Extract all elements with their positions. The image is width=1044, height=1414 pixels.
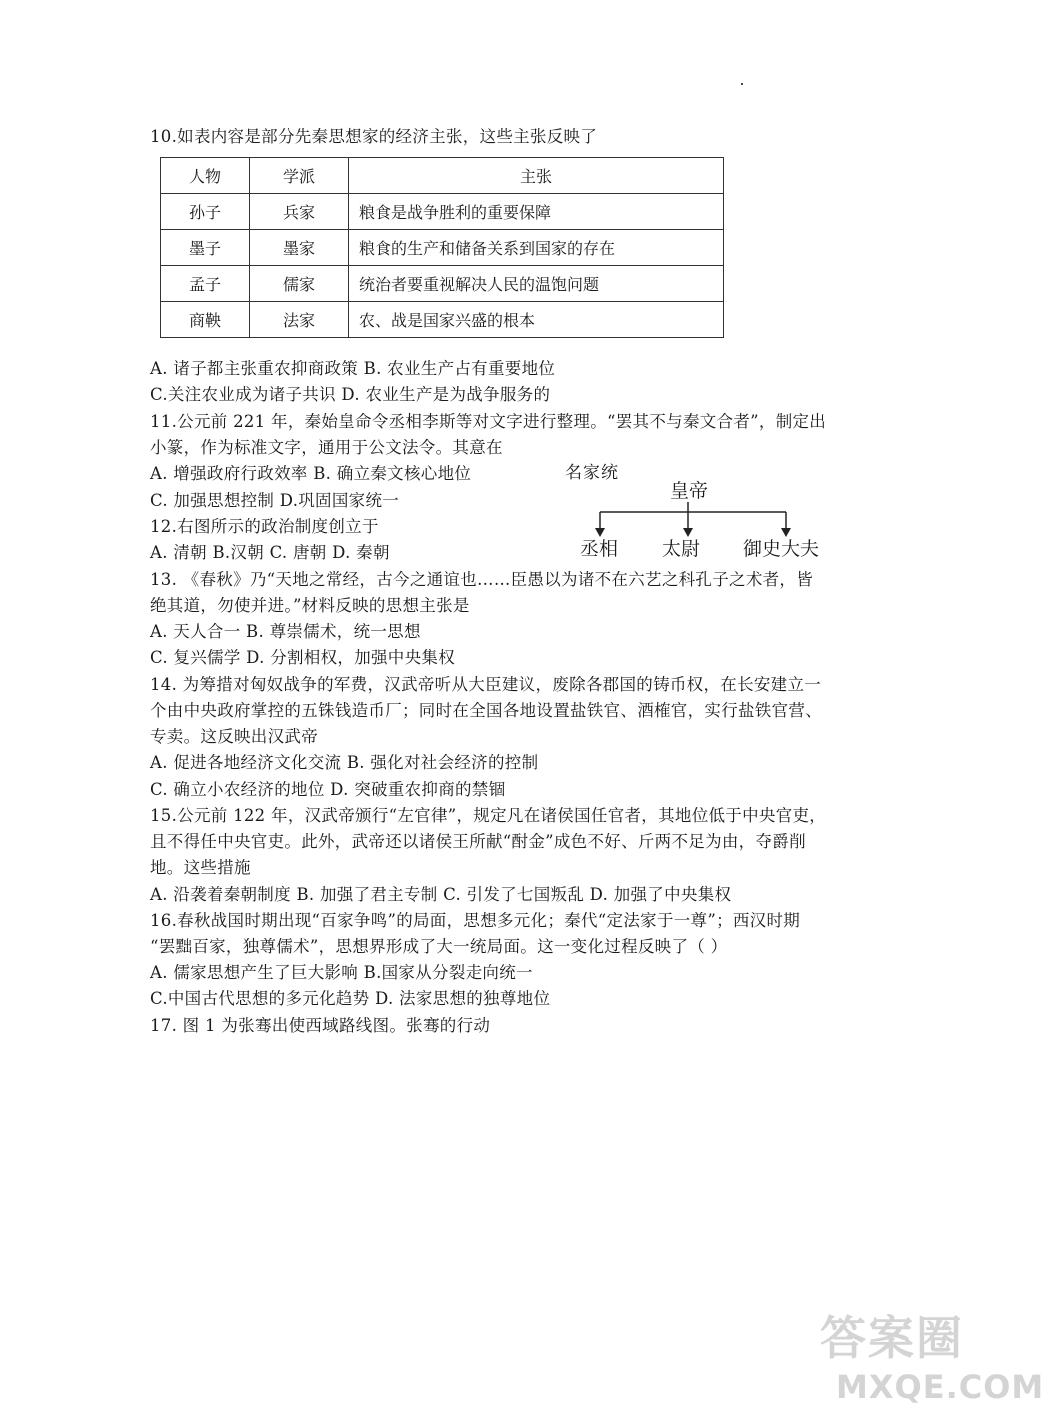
q14-stem-line3: 专卖。这反映出汉武帝	[150, 727, 318, 746]
q11-stem-line2: 小篆，作为标准文字，通用于公文法令。其意在	[150, 438, 503, 457]
q15-options: A. 沿袭着秦朝制度 B. 加强了君主专制 C. 引发了七国叛乱 D. 加强了中央集权	[150, 885, 732, 904]
watermark-url: MXQE.COM	[836, 1368, 1044, 1406]
table-row	[161, 266, 724, 302]
q10-options-cd: C.关注农业成为诸子共识 D. 农业生产是为战争服务的	[150, 385, 551, 404]
q13-stem-line2: 绝其道，勿使并进。”材料反映的思想主张是	[150, 596, 470, 615]
diagram-node-grand-commandant: 太尉	[662, 538, 701, 560]
table-row	[161, 194, 724, 230]
table-row	[161, 302, 724, 338]
cell-person: 孟子	[161, 266, 250, 302]
diagram-cut-text: 名家统	[565, 463, 619, 483]
q12-stem: 12.右图所示的政治制度创立于	[150, 517, 379, 536]
cell-claim: 农、战是国家兴盛的根本	[349, 302, 724, 338]
q14-stem-line1: 14. 为筹措对匈奴战争的军费，汉武帝听从大臣建议，废除各郡国的铸币权，在长安建立一	[150, 675, 822, 694]
cell-school: 墨家	[250, 230, 349, 266]
q17-stem: 17. 图 1 为张骞出使西域路线图。张骞的行动	[150, 1016, 491, 1035]
q13-stem-line1: 13. 《春秋》乃“天地之常经，古今之通谊也……臣愚以为诸不在六艺之科孔子之术者，皆	[150, 570, 814, 589]
q11-options-cd: C. 加强思想控制 D.巩固国家统一	[150, 491, 400, 510]
header-school: 学派	[250, 158, 349, 194]
q15-stem-line1: 15.公元前 122 年，汉武帝颁行“左官律”，规定凡在诸侯国任官者，其地位低于中央官吏，	[150, 806, 827, 825]
q11-options-ab: A. 增强政府行政效率 B. 确立秦文核心地位	[150, 464, 472, 483]
table-header-row	[161, 158, 724, 194]
header-claim: 主张	[349, 158, 724, 194]
q10-table	[160, 157, 724, 338]
cell-claim: 统治者要重视解决人民的温饱问题	[349, 266, 724, 302]
watermark-logo	[800, 1300, 1044, 1414]
table-row	[161, 230, 724, 266]
q10-stem: 10.如表内容是部分先秦思想家的经济主张，这些主张反映了	[150, 127, 598, 146]
q16-options-cd: C.中国古代思想的多元化趋势 D. 法家思想的独尊地位	[150, 989, 551, 1008]
q15-stem-line2: 且不得任中央官吏。此外，武帝还以诸侯王所献“酎金”成色不好、斤两不足为由，夺爵削	[150, 832, 806, 851]
q14-options-ab: A. 促进各地经济文化交流 B. 强化对社会经济的控制	[150, 753, 539, 772]
cell-school: 兵家	[250, 194, 349, 230]
q12-options: A. 清朝 B.汉朝 C. 唐朝 D. 秦朝	[150, 543, 390, 562]
cell-school: 法家	[250, 302, 349, 338]
q14-options-cd: C. 确立小农经济的地位 D. 突破重农抑商的禁锢	[150, 780, 506, 799]
cell-school: 儒家	[250, 266, 349, 302]
q16-stem-line2: “罢黜百家，独尊儒术”，思想界形成了大一统局面。这一变化过程反映了（ ）	[150, 937, 728, 956]
cell-claim: 粮食的生产和储备关系到国家的存在	[349, 230, 724, 266]
q13-options-cd: C. 复兴儒学 D. 分割相权，加强中央集权	[150, 648, 456, 667]
q15-stem-line3: 地。这些措施	[150, 858, 251, 877]
q10-options-ab: A. 诸子都主张重农抑商政策 B. 农业生产占有重要地位	[150, 359, 556, 378]
diagram-node-censor: 御史大夫	[743, 538, 820, 560]
q16-options-ab: A. 儒家思想产生了巨大影响 B.国家从分裂走向统一	[150, 963, 533, 982]
cell-claim: 粮食是战争胜利的重要保障	[349, 194, 724, 230]
q11-stem-line1: 11.公元前 221 年，秦始皇命令丞相李斯等对文字进行整理。“罢其不与秦文合者”，制定出	[150, 412, 827, 431]
scan-dot	[741, 83, 743, 85]
header-person: 人物	[161, 158, 250, 194]
cell-person: 孙子	[161, 194, 250, 230]
watermark-text: 答案圈	[820, 1311, 964, 1365]
cell-person: 商鞅	[161, 302, 250, 338]
diagram-node-chancellor: 丞相	[580, 538, 619, 560]
q14-stem-line2: 个由中央政府掌控的五铢钱造币厂；同时在全国各地设置盐铁官、酒榷官，实行盐铁官营、	[150, 701, 822, 720]
diagram-node-emperor: 皇帝	[670, 480, 709, 502]
q13-options-ab: A. 天人合一 B. 尊崇儒术，统一思想	[150, 622, 421, 641]
cell-person: 墨子	[161, 230, 250, 266]
q16-stem-line1: 16.春秋战国时期出现“百家争鸣”的局面，思想多元化；秦代“定法家于一尊”；西汉时期	[150, 911, 801, 930]
